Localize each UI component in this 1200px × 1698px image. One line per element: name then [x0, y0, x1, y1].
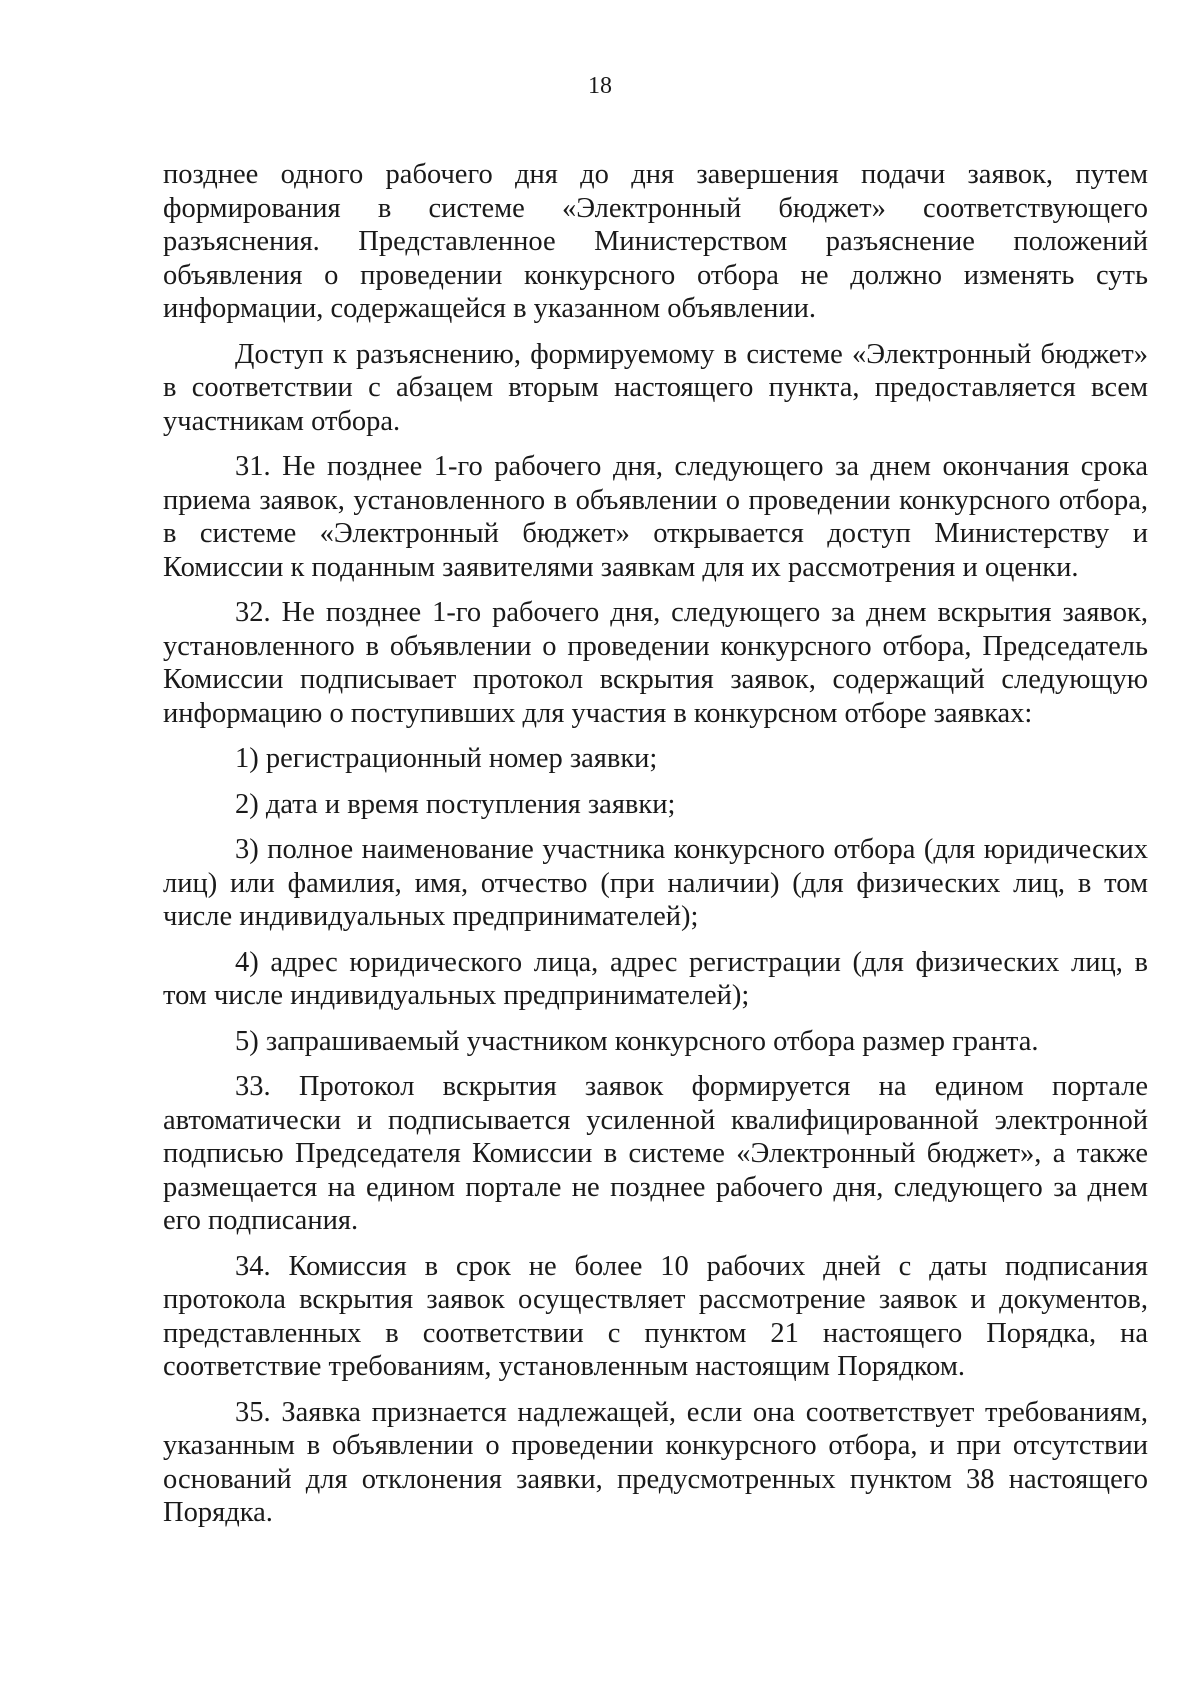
paragraph-item-33: 33. Протокол вскрытия заявок формируется на едином портале автоматически и подписывается усиленной квалифицированной электронной подписью Председателя Комиссии в системе «Электронный бюджет», а также размещается на едином портале не позднее рабочего дня, следующего за днем его подписания. — [163, 1071, 1148, 1236]
list-item-4: 4) адрес юридического лица, адрес регистрации (для физических лиц, в том числе индивидуальных предпринимателей); — [163, 946, 1148, 1011]
page-number: 18 — [588, 73, 612, 99]
paragraph-item-34: 34. Комиссия в срок не более 10 рабочих дней с даты подписания протокола вскрытия заявок осуществляет рассмотрение заявок и документов, представленных в соответствии с пунктом 21 настоящего Порядка, на соответствие требованиям, установленным настоящим Порядком. — [163, 1250, 1148, 1382]
paragraph-item-31: 31. Не позднее 1-го рабочего дня, следующего за днем окончания срока приема заявок, установленного в объявлении о проведении конкурсного отбора, в системе «Электронный бюджет» открывается доступ Министерству и Комиссии к поданным заявителями заявкам для их рассмотрения и оценки. — [163, 451, 1148, 583]
list-item-3: 3) полное наименование участника конкурсного отбора (для юридических лиц) или фамилия, имя, отчество (при наличии) (для физических лиц, в том числе индивидуальных предпринимателей); — [163, 834, 1148, 932]
paragraph-item-32: 32. Не позднее 1-го рабочего дня, следующего за днем вскрытия заявок, установленного в объявлении о проведении конкурсного отбора, Председатель Комиссии подписывает протокол вскрытия заявок, содержащий следующую информацию о поступивших для участия в конкурсном отборе заявках: — [163, 597, 1148, 729]
paragraph-continuation: позднее одного рабочего дня до дня завершения подачи заявок, путем формирования в системе «Электронный бюджет» соответствующего разъяснения. Представленное Министерством разъяснение положений объявления о проведении конкурсного отбора не должно изменять суть информации, содержащейся в указанном объявлении. — [163, 159, 1148, 324]
list-item-5: 5) запрашиваемый участником конкурсного отбора размер гранта. — [235, 1025, 1039, 1057]
list-item-1: 1) регистрационный номер заявки; — [235, 743, 658, 774]
paragraph-access-clarification: Доступ к разъяснению, формируемому в системе «Электронный бюджет» в соответствии с абзацем вторым настоящего пункта, предоставляется всем участникам отбора. — [163, 338, 1148, 437]
document-body — [163, 158, 1148, 1542]
paragraph-item-35: 35. Заявка признается надлежащей, если она соответствует требованиям, указанным в объявлении о проведении конкурсного отбора, и при отсутствии оснований для отклонения заявки, предусмотренных пунктом 38 настоящего Порядка. — [163, 1396, 1148, 1528]
list-item-2: 2) дата и время поступления заявки; — [235, 788, 676, 820]
